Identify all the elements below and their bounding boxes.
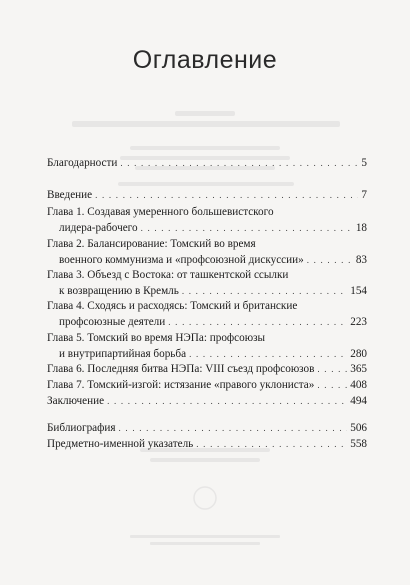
- toc-entry-glava-3[interactable]: [47, 268, 367, 299]
- leader-dots: [189, 347, 347, 363]
- toc-page-number: 558: [350, 438, 367, 450]
- toc-entry-title: Глава 3. Объезд с Востока: от ташкентской ссылки: [47, 269, 289, 281]
- toc-entry-title: Введение: [47, 189, 93, 201]
- toc-line: [47, 378, 367, 394]
- leader-dots: [307, 253, 353, 269]
- toc-page-number: 223: [350, 315, 367, 328]
- toc-entry-glava-5[interactable]: [47, 331, 367, 362]
- toc-line: [47, 188, 367, 204]
- leader-dots: [196, 437, 347, 453]
- toc-page-number: 154: [350, 284, 367, 297]
- toc-entry-glava-6[interactable]: [47, 362, 367, 378]
- leader-dots: [119, 421, 348, 437]
- leader-dots: [107, 394, 347, 410]
- leader-dots: [141, 221, 353, 237]
- toc-entry-title-cont: к возвращению в Кремль: [59, 284, 179, 297]
- toc-page-number: 280: [350, 347, 367, 360]
- toc-entry-bibliografiya[interactable]: [47, 421, 367, 437]
- toc-entry-blagodarnosti[interactable]: [47, 156, 367, 172]
- toc-page-number: 7: [361, 189, 367, 201]
- toc-page-number: 365: [350, 363, 367, 375]
- toc-entry-glava-4[interactable]: [47, 299, 367, 330]
- toc-entry-title: Глава 2. Балансирование: Томский во время: [47, 238, 256, 250]
- toc-entry-zaklyuchenie[interactable]: [47, 394, 367, 410]
- toc-entry-title-cont: лидера-рабочего: [59, 221, 138, 234]
- leader-dots: [95, 188, 358, 204]
- toc-entry-glava-7[interactable]: [47, 378, 367, 394]
- toc-page-number: 408: [350, 379, 367, 391]
- toc-entry-title: Глава 6. Последняя битва НЭПа: VIII съезд профсоюзов: [47, 363, 315, 375]
- toc-entry-vvedenie[interactable]: [47, 188, 367, 204]
- toc-entry-title: Благодарности: [47, 157, 118, 169]
- toc-entry-title: Предметно-именной указатель: [47, 438, 194, 450]
- leader-dots: [317, 362, 347, 378]
- toc-entry-title: Глава 1. Создавая умеренного большевистского: [47, 206, 274, 218]
- toc-entry-title: Заключение: [47, 395, 105, 407]
- toc-line: [47, 156, 367, 172]
- leader-dots: [168, 315, 347, 331]
- toc-entry-title: Глава 4. Сходясь и расходясь: Томский и британские: [47, 300, 298, 312]
- toc-entry-ukazatel[interactable]: [47, 437, 367, 453]
- toc-line: [47, 421, 367, 437]
- toc-entry-title: Библиография: [47, 422, 116, 434]
- toc-entry-title: Глава 5. Томский во время НЭПа: профсоюзы: [47, 332, 266, 344]
- toc-line: [47, 437, 367, 453]
- leader-dots: [182, 284, 347, 300]
- toc-entry-glava-1[interactable]: [47, 205, 367, 236]
- toc-page-number: 18: [355, 221, 367, 234]
- toc-line: [47, 253, 367, 269]
- leader-dots: [317, 378, 347, 394]
- toc-line: [47, 284, 367, 300]
- toc-line: [47, 394, 367, 410]
- toc-line: [47, 221, 367, 237]
- toc-entry-title-cont: и внутрипартийная борьба: [59, 347, 187, 360]
- leader-dots: [120, 156, 358, 172]
- toc-entry-glava-2[interactable]: [47, 237, 367, 268]
- toc-line: [47, 347, 367, 363]
- toc-entry-title-cont: профсоюзные деятели: [59, 315, 166, 328]
- toc-entry-title: Глава 7. Томский-изгой: истязание «правого уклониста»: [47, 379, 315, 391]
- toc-page-number: 83: [355, 253, 367, 266]
- toc-line: [47, 315, 367, 331]
- toc-page-number: 494: [350, 395, 367, 407]
- toc-page-number: 506: [350, 422, 367, 434]
- toc-page-number: 5: [361, 157, 367, 169]
- toc-entry-title-cont: военного коммунизма и «профсоюзной дискуссии»: [59, 253, 304, 266]
- toc-line: [47, 362, 367, 378]
- page-title: Оглавление: [132, 46, 278, 74]
